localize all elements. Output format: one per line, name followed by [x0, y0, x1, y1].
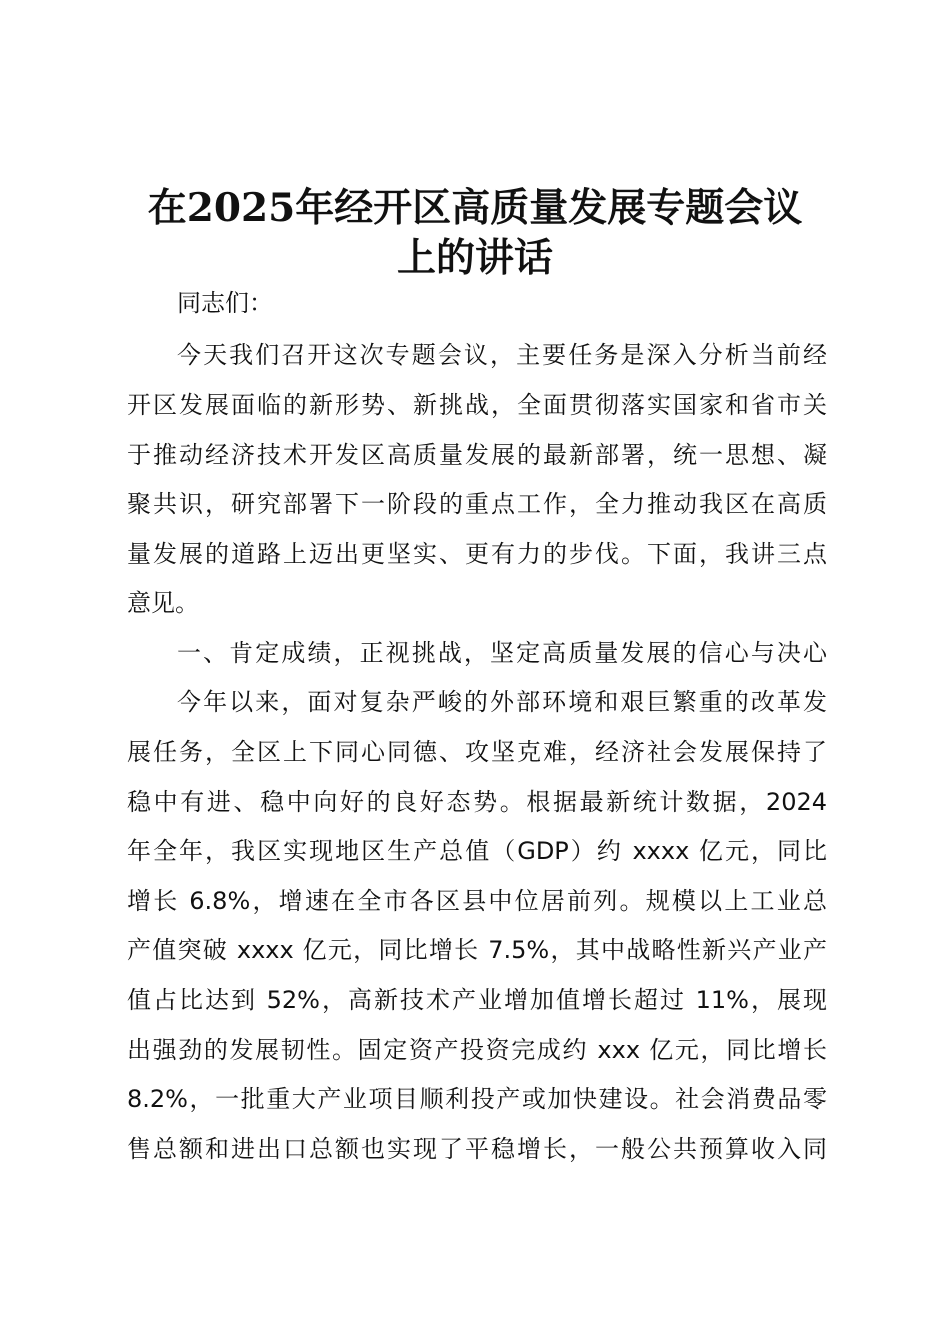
- paragraph-line: 今年以来，面对复杂严峻的外部环境和艰巨繁重的改革发: [177, 688, 827, 716]
- paragraph-line: 稳中有进、稳中向好的良好态势。根据最新统计数据，2024: [127, 788, 827, 816]
- paragraph-line: 聚共识，研究部署下一阶段的重点工作，全力推动我区在高质: [127, 490, 827, 518]
- paragraph-line: 于推动经济技术开发区高质量发展的最新部署，统一思想、凝: [127, 441, 827, 469]
- paragraph-line: 年全年，我区实现地区生产总值（GDP）约 xxxx 亿元，同比: [127, 837, 827, 865]
- paragraph-line: 今天我们召开这次专题会议，主要任务是深入分析当前经: [177, 341, 827, 369]
- paragraph-line: 量发展的道路上迈出更坚实、更有力的步伐。下面，我讲三点: [127, 540, 827, 568]
- paragraph-line: 开区发展面临的新形势、新挑战，全面贯彻落实国家和省市关: [127, 391, 827, 419]
- salutation: 同志们：: [177, 289, 273, 317]
- document-title-line-1: 在2025年经开区高质量发展专题会议: [147, 185, 803, 231]
- paragraph-line: 8.2%，一批重大产业项目顺利投产或加快建设。社会消费品零: [127, 1085, 827, 1113]
- paragraph-line: 意见。: [127, 589, 199, 617]
- paragraph-line: 出强劲的发展韧性。固定资产投资完成约 xxx 亿元，同比增长: [127, 1036, 827, 1064]
- paragraph-line: 展任务，全区上下同心同德、攻坚克难，经济社会发展保持了: [127, 738, 827, 766]
- document-title-line-2: 上的讲话: [396, 235, 553, 281]
- paragraph-line: 增长 6.8%，增速在全市各区县中位居前列。规模以上工业总: [127, 887, 827, 915]
- paragraph-line: 售总额和进出口总额也实现了平稳增长，一般公共预算收入同: [127, 1135, 827, 1163]
- paragraph-line: 值占比达到 52%，高新技术产业增加值增长超过 11%，展现: [127, 986, 827, 1014]
- paragraph-line: 产值突破 xxxx 亿元，同比增长 7.5%，其中战略性新兴产业产: [127, 936, 827, 964]
- section-heading: 一、肯定成绩，正视挑战，坚定高质量发展的信心与决心: [177, 639, 827, 667]
